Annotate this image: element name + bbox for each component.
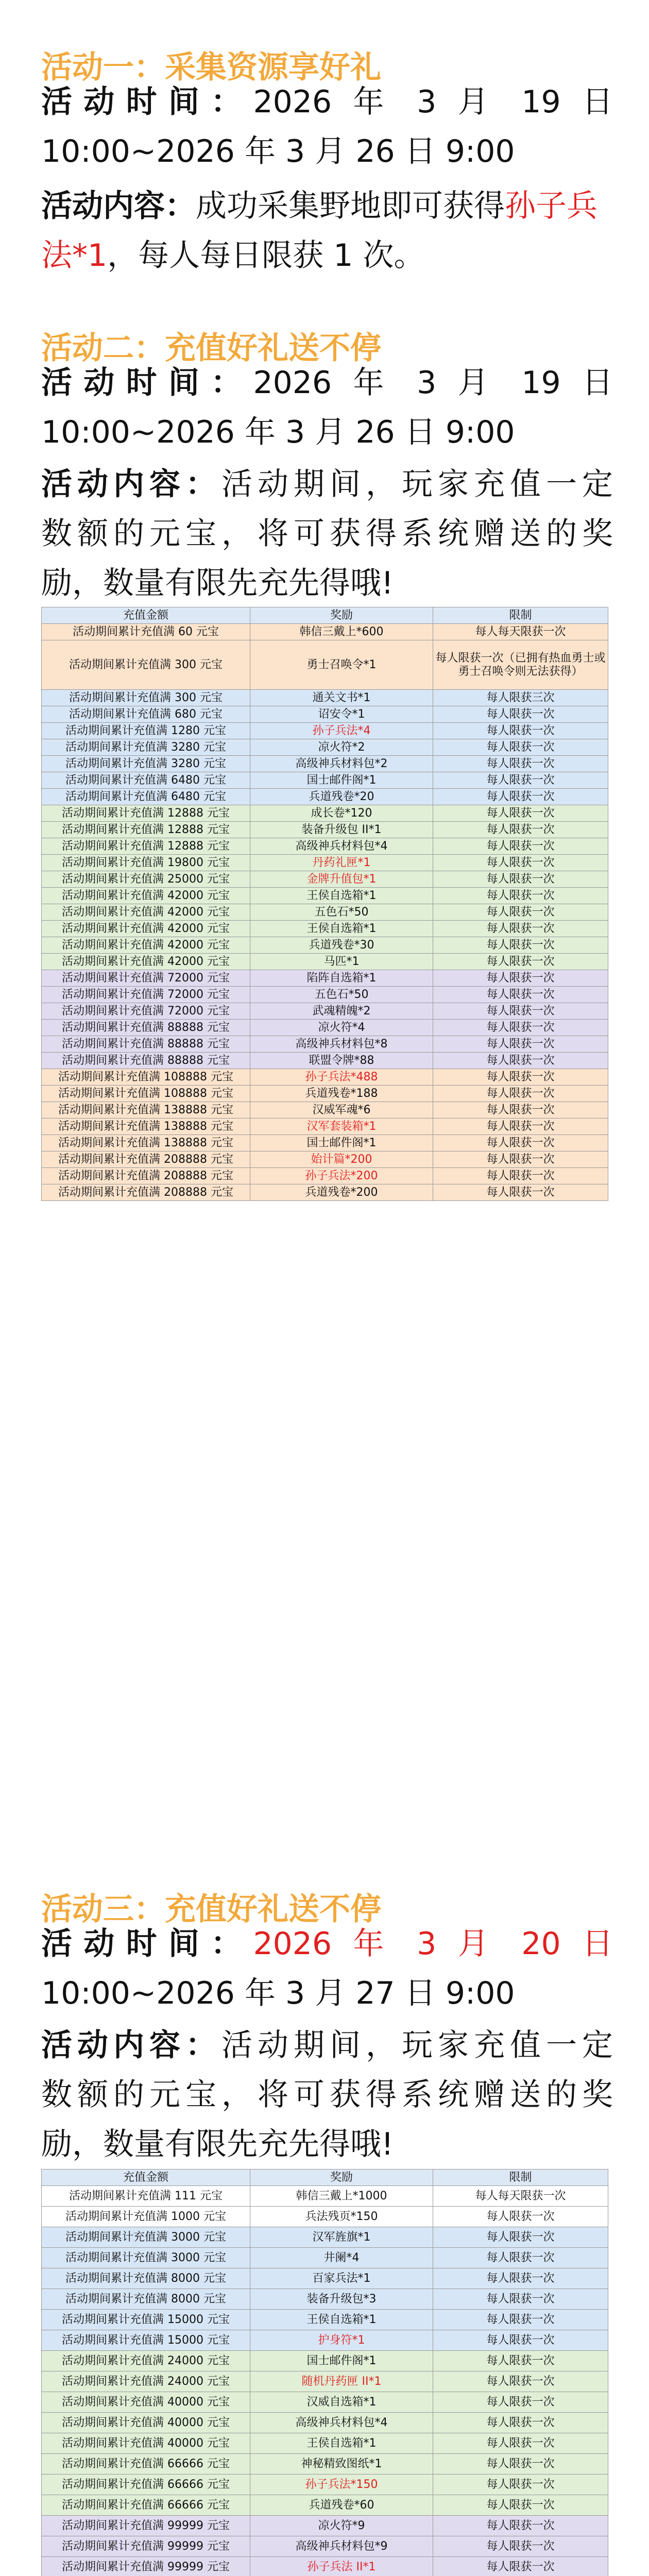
- limit-cell: 每人限获一次: [433, 937, 608, 954]
- table-row: [42, 2495, 608, 2516]
- limit-cell: 每人限获一次: [433, 1036, 608, 1053]
- reward-cell: 井阑*4: [250, 2248, 433, 2268]
- limit-cell: 每人限获一次: [433, 2536, 608, 2557]
- amount-cell: 活动期间累计充值满 88888 元宝: [42, 1053, 250, 1069]
- activity-2-time-line2: 10:00~2026 年 3 月 26 日 9:00: [41, 414, 515, 450]
- amount-cell: 活动期间累计充值满 99999 元宝: [42, 2516, 250, 2536]
- limit-cell: 每人限获一次: [433, 2310, 608, 2330]
- limit-cell: 每人限获一次: [433, 772, 608, 789]
- reward-cell: 成长卷*120: [250, 805, 433, 822]
- table-row: [42, 690, 608, 706]
- table-row: [42, 2330, 608, 2351]
- reward-cell: 孙子兵法 II*1: [250, 2557, 433, 2576]
- activity-3-content: 活动内容：活动期间，玩家充值一定 数额的元宝，将可获得系统赠送的奖 励，数量有限先充先得哦!: [41, 2027, 613, 2162]
- limit-cell: 每人限获一次: [433, 2227, 608, 2248]
- reward-cell: 凉火符*9: [250, 2516, 433, 2536]
- reward-cell: 王侯自选箱*1: [250, 921, 433, 937]
- table-row: [42, 2371, 608, 2392]
- amount-cell: 活动期间累计充值满 3280 元宝: [42, 739, 250, 756]
- reward-cell: 通关文书*1: [250, 690, 433, 706]
- reward-cell: 金牌升值包*1: [250, 871, 433, 888]
- limit-cell: 每人限获一次: [433, 987, 608, 1003]
- limit-cell: 每人限获一次: [433, 756, 608, 772]
- amount-cell: 活动期间累计充值满 72000 元宝: [42, 970, 250, 987]
- table-row: [42, 805, 608, 822]
- amount-cell: 活动期间累计充值满 42000 元宝: [42, 888, 250, 904]
- amount-cell: 活动期间累计充值满 12888 元宝: [42, 805, 250, 822]
- reward-cell: 兵道残卷*60: [250, 2495, 433, 2516]
- limit-cell: 每人限获一次: [433, 954, 608, 970]
- reward-cell: 护身符*1: [250, 2330, 433, 2351]
- table-row: [42, 1086, 608, 1102]
- reward-cell: 孙子兵法*200: [250, 1168, 433, 1184]
- table-row: [42, 1151, 608, 1168]
- amount-cell: 活动期间累计充值满 208888 元宝: [42, 1168, 250, 1184]
- amount-cell: 活动期间累计充值满 42000 元宝: [42, 954, 250, 970]
- reward-cell: 高级神兵材料包*4: [250, 838, 433, 855]
- amount-cell: 活动期间累计充值满 40000 元宝: [42, 2413, 250, 2433]
- table-row: [42, 1020, 608, 1036]
- table-row: [42, 640, 608, 690]
- amount-cell: 活动期间累计充值满 42000 元宝: [42, 921, 250, 937]
- table-row: [42, 2454, 608, 2475]
- table-row: [42, 1184, 608, 1201]
- reward-cell: 孙子兵法*488: [250, 1069, 433, 1086]
- limit-cell: 每人限获一次: [433, 921, 608, 937]
- table-row: [42, 2392, 608, 2413]
- reward-cell: 王侯自选箱*1: [250, 888, 433, 904]
- amount-cell: 活动期间累计充值满 88888 元宝: [42, 1020, 250, 1036]
- limit-cell: 每人限获一次: [433, 2516, 608, 2536]
- table-row: [42, 1168, 608, 1184]
- limit-cell: 每人限获一次: [433, 888, 608, 904]
- table-row: [42, 1135, 608, 1151]
- limit-cell: 每人限获一次: [433, 2371, 608, 2392]
- table-row: [42, 2413, 608, 2433]
- reward-cell: 凉火符*4: [250, 1020, 433, 1036]
- amount-cell: 活动期间累计充值满 300 元宝: [42, 640, 250, 690]
- reward-cell: 随机丹药匣 II*1: [250, 2371, 433, 2392]
- amount-cell: 活动期间累计充值满 24000 元宝: [42, 2371, 250, 2392]
- activity-2-title: 活动二：充值好礼送不停: [41, 330, 381, 366]
- table-row: [42, 954, 608, 970]
- amount-cell: 活动期间累计充值满 6480 元宝: [42, 772, 250, 789]
- table-row: [42, 624, 608, 640]
- limit-cell: 每人限获一次: [433, 1135, 608, 1151]
- table-row: [42, 2186, 608, 2207]
- activity-3-time-line1: 活动时间：2026 年 3 月 20 日: [41, 1926, 613, 1962]
- limit-cell: 每人限获一次: [433, 1118, 608, 1135]
- amount-cell: 活动期间累计充值满 138888 元宝: [42, 1102, 250, 1118]
- table-row: [42, 2310, 608, 2330]
- reward-cell: 凉火符*2: [250, 739, 433, 756]
- activity-3-reward-table: [41, 2169, 608, 2576]
- limit-cell: 每人限获一次: [433, 970, 608, 987]
- table-row: [42, 871, 608, 888]
- table-row: [42, 2207, 608, 2227]
- amount-cell: 活动期间累计充值满 99999 元宝: [42, 2536, 250, 2557]
- limit-cell: 每人限获一次: [433, 2475, 608, 2495]
- table-row: [42, 2557, 608, 2576]
- table-row: [42, 838, 608, 855]
- amount-cell: 活动期间累计充值满 3000 元宝: [42, 2248, 250, 2268]
- limit-cell: 每人限获一次: [433, 2351, 608, 2371]
- amount-cell: 活动期间累计充值满 60 元宝: [42, 624, 250, 640]
- amount-cell: 活动期间累计充值满 3280 元宝: [42, 756, 250, 772]
- amount-cell: 活动期间累计充值满 12888 元宝: [42, 838, 250, 855]
- reward-cell: 王侯自选箱*1: [250, 2310, 433, 2330]
- amount-cell: 活动期间累计充值满 24000 元宝: [42, 2351, 250, 2371]
- reward-cell: 国士邮件阁*1: [250, 1135, 433, 1151]
- table-header-cell: 奖励: [250, 607, 433, 624]
- limit-cell: 每人限获一次: [433, 805, 608, 822]
- reward-cell: 装备升级包*3: [250, 2289, 433, 2310]
- reward-cell: 五色石*50: [250, 904, 433, 921]
- limit-cell: 每人限获一次: [433, 1102, 608, 1118]
- amount-cell: 活动期间累计充值满 12888 元宝: [42, 822, 250, 838]
- reward-cell: 神秘精致图纸*1: [250, 2454, 433, 2475]
- amount-cell: 活动期间累计充值满 66666 元宝: [42, 2495, 250, 2516]
- reward-cell: 兵法残页*150: [250, 2207, 433, 2227]
- activity-1-title: 活动一：采集资源享好礼: [41, 49, 381, 86]
- reward-cell: 兵道残卷*200: [250, 1184, 433, 1201]
- reward-cell: 高级神兵材料包*2: [250, 756, 433, 772]
- reward-cell: 诏安令*1: [250, 706, 433, 723]
- amount-cell: 活动期间累计充值满 72000 元宝: [42, 987, 250, 1003]
- limit-cell: 每人限获一次: [433, 2454, 608, 2475]
- reward-cell: 孙子兵法*150: [250, 2475, 433, 2495]
- table-row: [42, 789, 608, 805]
- table-header-row: [42, 607, 608, 624]
- limit-cell: 每人限获一次: [433, 789, 608, 805]
- table-row: [42, 822, 608, 838]
- amount-cell: 活动期间累计充值满 3000 元宝: [42, 2227, 250, 2248]
- reward-cell: 武魂精魄*2: [250, 1003, 433, 1020]
- limit-cell: 每人限获一次: [433, 723, 608, 739]
- reward-cell: 兵道残卷*20: [250, 789, 433, 805]
- reward-cell: 马匹*1: [250, 954, 433, 970]
- amount-cell: 活动期间累计充值满 19800 元宝: [42, 855, 250, 871]
- reward-cell: 韩信三戴上*1000: [250, 2186, 433, 2207]
- limit-cell: 每人限获一次: [433, 2433, 608, 2454]
- limit-cell: 每人限获一次: [433, 2268, 608, 2289]
- table-row: [42, 756, 608, 772]
- reward-cell: 汉军套装箱*1: [250, 1118, 433, 1135]
- activity-1-time-line2: 10:00~2026 年 3 月 26 日 9:00: [41, 133, 515, 170]
- amount-cell: 活动期间累计充值满 138888 元宝: [42, 1118, 250, 1135]
- limit-cell: 每人限获一次: [433, 2207, 608, 2227]
- limit-cell: 每人限获一次: [433, 1003, 608, 1020]
- reward-cell: 高级神兵材料包*4: [250, 2413, 433, 2433]
- reward-cell: 国士邮件阁*1: [250, 772, 433, 789]
- amount-cell: 活动期间累计充值满 111 元宝: [42, 2186, 250, 2207]
- table-header-cell: 奖励: [250, 2170, 433, 2186]
- limit-cell: 每人限获一次（已拥有热血勇士或勇士召唤令则无法获得）: [433, 640, 608, 690]
- activity-1-content: 活动内容：成功采集野地即可获得孙子兵法*1，每人每日限获 1 次。: [41, 188, 597, 274]
- reward-cell: 高级神兵材料包*8: [250, 1036, 433, 1053]
- table-row: [42, 904, 608, 921]
- activity-1-time-line1: 活动时间：2026 年 3 月 19 日: [41, 84, 613, 120]
- limit-cell: 每人限获一次: [433, 2392, 608, 2413]
- reward-cell: 国士邮件阁*1: [250, 2351, 433, 2371]
- reward-cell: 五色石*50: [250, 987, 433, 1003]
- table-header-cell: 充值金额: [42, 2170, 250, 2186]
- reward-cell: 兵道残卷*30: [250, 937, 433, 954]
- amount-cell: 活动期间累计充值满 108888 元宝: [42, 1069, 250, 1086]
- activity-2-time-line1: 活动时间：2026 年 3 月 19 日: [41, 365, 613, 401]
- table-row: [42, 1053, 608, 1069]
- table-row: [42, 855, 608, 871]
- table-row: [42, 723, 608, 739]
- activity-2-reward-table: [41, 607, 608, 1201]
- amount-cell: 活动期间累计充值满 66666 元宝: [42, 2454, 250, 2475]
- reward-cell: 汉威军魂*6: [250, 1102, 433, 1118]
- limit-cell: 每人限获一次: [433, 1069, 608, 1086]
- reward-cell: 百家兵法*1: [250, 2268, 433, 2289]
- limit-cell: 每人限获一次: [433, 822, 608, 838]
- table-row: [42, 2289, 608, 2310]
- limit-cell: 每人限获一次: [433, 2289, 608, 2310]
- amount-cell: 活动期间累计充值满 66666 元宝: [42, 2475, 250, 2495]
- activity-3-title: 活动三：充值好礼送不停: [41, 1891, 381, 1927]
- limit-cell: 每人限获三次: [433, 690, 608, 706]
- limit-cell: 每人限获一次: [433, 2248, 608, 2268]
- table-row: [42, 970, 608, 987]
- limit-cell: 每人限获一次: [433, 706, 608, 723]
- limit-cell: 每人限获一次: [433, 739, 608, 756]
- amount-cell: 活动期间累计充值满 1000 元宝: [42, 2207, 250, 2227]
- reward-cell: 装备升级包 II*1: [250, 822, 433, 838]
- reward-cell: 勇士召唤令*1: [250, 640, 433, 690]
- table-header-cell: 限制: [433, 2170, 608, 2186]
- limit-cell: 每人限获一次: [433, 1168, 608, 1184]
- amount-cell: 活动期间累计充值满 8000 元宝: [42, 2289, 250, 2310]
- amount-cell: 活动期间累计充值满 108888 元宝: [42, 1086, 250, 1102]
- amount-cell: 活动期间累计充值满 42000 元宝: [42, 904, 250, 921]
- table-row: [42, 739, 608, 756]
- limit-cell: 每人限获一次: [433, 838, 608, 855]
- amount-cell: 活动期间累计充值满 680 元宝: [42, 706, 250, 723]
- amount-cell: 活动期间累计充值满 25000 元宝: [42, 871, 250, 888]
- amount-cell: 活动期间累计充值满 208888 元宝: [42, 1184, 250, 1201]
- table-row: [42, 2268, 608, 2289]
- limit-cell: 每人限获一次: [433, 1053, 608, 1069]
- amount-cell: 活动期间累计充值满 99999 元宝: [42, 2557, 250, 2576]
- reward-cell: 陷阵自选箱*1: [250, 970, 433, 987]
- amount-cell: 活动期间累计充值满 15000 元宝: [42, 2310, 250, 2330]
- reward-cell: 孙子兵法*4: [250, 723, 433, 739]
- amount-cell: 活动期间累计充值满 72000 元宝: [42, 1003, 250, 1020]
- limit-cell: 每人限获一次: [433, 855, 608, 871]
- limit-cell: 每人限获一次: [433, 871, 608, 888]
- table-row: [42, 2351, 608, 2371]
- limit-cell: 每人限获一次: [433, 2330, 608, 2351]
- table-row: [42, 1003, 608, 1020]
- reward-cell: 兵道残卷*188: [250, 1086, 433, 1102]
- amount-cell: 活动期间累计充值满 6480 元宝: [42, 789, 250, 805]
- limit-cell: 每人限获一次: [433, 1184, 608, 1201]
- amount-cell: 活动期间累计充值满 15000 元宝: [42, 2330, 250, 2351]
- table-row: [42, 2248, 608, 2268]
- limit-cell: 每人每天限获一次: [433, 624, 608, 640]
- reward-cell: 汉威自选箱*1: [250, 2392, 433, 2413]
- table-row: [42, 706, 608, 723]
- table-row: [42, 921, 608, 937]
- limit-cell: 每人限获一次: [433, 1020, 608, 1036]
- amount-cell: 活动期间累计充值满 8000 元宝: [42, 2268, 250, 2289]
- table-row: [42, 772, 608, 789]
- reward-cell: 汉军旌旗*1: [250, 2227, 433, 2248]
- table-row: [42, 888, 608, 904]
- table-row: [42, 2433, 608, 2454]
- table-header-row: [42, 2170, 608, 2186]
- amount-cell: 活动期间累计充值满 40000 元宝: [42, 2433, 250, 2454]
- table-row: [42, 1102, 608, 1118]
- amount-cell: 活动期间累计充值满 42000 元宝: [42, 937, 250, 954]
- reward-cell: 丹药礼匣*1: [250, 855, 433, 871]
- reward-cell: 联盟令牌*88: [250, 1053, 433, 1069]
- amount-cell: 活动期间累计充值满 138888 元宝: [42, 1135, 250, 1151]
- table-row: [42, 937, 608, 954]
- table-row: [42, 2227, 608, 2248]
- table-header-cell: 充值金额: [42, 607, 250, 624]
- limit-cell: 每人限获一次: [433, 904, 608, 921]
- reward-cell: 始计篇*200: [250, 1151, 433, 1168]
- table-header-cell: 限制: [433, 607, 608, 624]
- limit-cell: 每人每天限获一次: [433, 2186, 608, 2207]
- table-row: [42, 2536, 608, 2557]
- limit-cell: 每人限获一次: [433, 2413, 608, 2433]
- limit-cell: 每人限获一次: [433, 1151, 608, 1168]
- reward-cell: 韩信三戴上*600: [250, 624, 433, 640]
- activity-3-time-line2: 10:00~2026 年 3 月 27 日 9:00: [41, 1975, 515, 2011]
- limit-cell: 每人限获一次: [433, 2557, 608, 2576]
- reward-cell: 王侯自选箱*1: [250, 2433, 433, 2454]
- table-row: [42, 2475, 608, 2495]
- table-row: [42, 1069, 608, 1086]
- activity-2-content: 活动内容：活动期间，玩家充值一定 数额的元宝，将可获得系统赠送的奖 励，数量有限先充先得哦!: [41, 466, 613, 601]
- amount-cell: 活动期间累计充值满 300 元宝: [42, 690, 250, 706]
- limit-cell: 每人限获一次: [433, 1086, 608, 1102]
- table-row: [42, 1118, 608, 1135]
- amount-cell: 活动期间累计充值满 88888 元宝: [42, 1036, 250, 1053]
- amount-cell: 活动期间累计充值满 208888 元宝: [42, 1151, 250, 1168]
- limit-cell: 每人限获一次: [433, 2495, 608, 2516]
- reward-cell: 高级神兵材料包*9: [250, 2536, 433, 2557]
- table-row: [42, 987, 608, 1003]
- amount-cell: 活动期间累计充值满 1280 元宝: [42, 723, 250, 739]
- table-row: [42, 1036, 608, 1053]
- amount-cell: 活动期间累计充值满 40000 元宝: [42, 2392, 250, 2413]
- table-row: [42, 2516, 608, 2536]
